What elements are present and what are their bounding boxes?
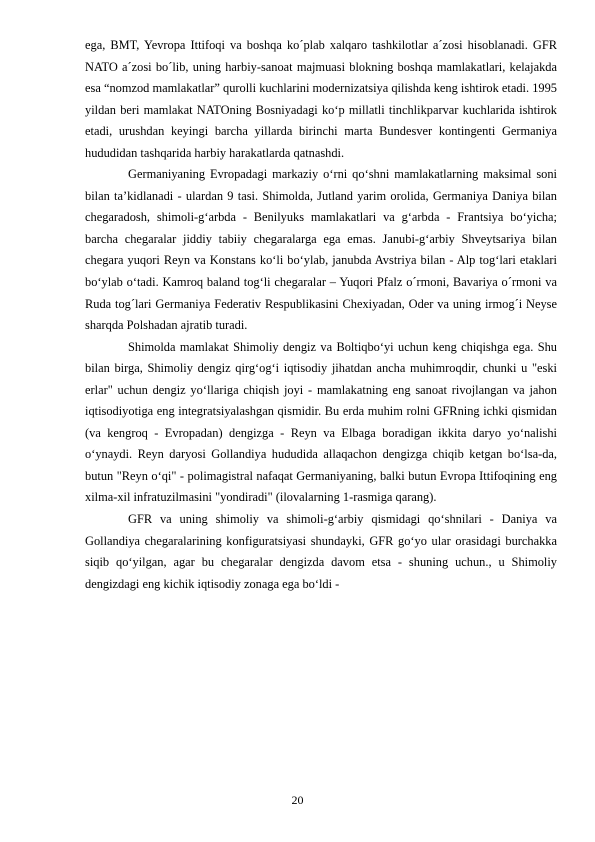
paragraph-4: GFR va uning shimoliy va shimoli-g‘arbiy qismidagi qo‘shnilari - Daniya va Gollandiya chegaralarining konfiguratsiyasi shundayki, GFR go‘yo ular orasidagi burchakka siqib qo‘yilgan, agar bu chegaralar dengizda davom etsa - shuning uchun., u Shimoliy dengizdagi eng kichik iqtisodiy zonaga ega bo‘ldi -	[85, 512, 557, 591]
paragraph-3: Shimolda mamlakat Shimoliy dengiz va Boltiqbo‘yi uchun keng chiqishga ega. Shu bilan birga, Shimoliy dengiz qirg‘og‘i iqtisodiy jihatdan ancha muhimroqdir, chunki u "eski erlar" uchun dengiz yo‘llariga chiqish joyi - mamlakatning eng sanoat rivojlangan va jahon iqtisodiyotiga eng integratsiyalashgan qismidir. Bu erda muhim rolni GFRning ichki qismidan (va kengroq - Evropadan) dengizga - Reyn va Elbaga boradigan ikkita daryo yo‘nalishi o‘ynaydi. Reyn daryosi Gollandiya hududida allaqachon dengizga chiqib ketgan bo‘lsa-da, butun "Reyn o‘qi" - polimagistral nafaqat Germaniyaning, balki butun Evropa Ittifoqining eng xilma-xil infratuzilmasini "yondiradi" (ilovalarning 1-rasmiga qarang).	[85, 339, 557, 505]
paragraph-2: Germaniyaning Evropadagi markaziy o‘rni qo‘shni mamlakatlarning maksimal soni bilan ta’kidlanadi - ulardan 9 tasi. Shimolda, Jutland yarim orolida, Germaniya Daniya bilan chegaradosh, shimoli-g‘arbda - Benilyuks mamlakatlari va g‘arbda - Frantsiya bo‘yicha; barcha chegaralar jiddiy tabiiy chegaralarga ega emas. Janubi-g‘arbiy Shveytsariya bilan chegara yuqori Reyn va Konstans ko‘li bo‘ylab, janubda Avstriya bilan - Alp tog‘lari etaklari bo‘ylab o‘tadi. Kamroq baland tog‘li chegaralar – Yuqori Pfalz o´rmoni, Bavariya o´rmoni va Ruda tog´lari Germaniya Federativ Respublikasini Chexiyadan, Oder va uning irmog´i Neyse sharqda Polshadan ajratib turadi.	[85, 167, 557, 333]
document-body	[85, 35, 557, 595]
page-number: 20	[291, 793, 304, 807]
paragraph-1: ega, BMT, Yevropa Ittifoqi va boshqa ko´plab xalqaro tashkilotlar a´zosi hisoblanadi. GFR NATO a´zosi bo´lib, uning harbiy-sanoat majmuasi blokning boshqa mamlakatlari, kelajakda esa “nomzod mamlakatlar” qurolli kuchlarini modernizatsiya qilishda keng ishtirok etadi. 1995 yildan beri mamlakat NATOning Bosniyadagi ko‘p millatli tinchlikparvar kuchlarida ishtirok etadi, urushdan keyingi barcha yillarda birinchi marta Bundesver kontingenti Germaniya hududidan tashqarida harbiy harakatlarda qatnashdi.	[85, 38, 557, 160]
